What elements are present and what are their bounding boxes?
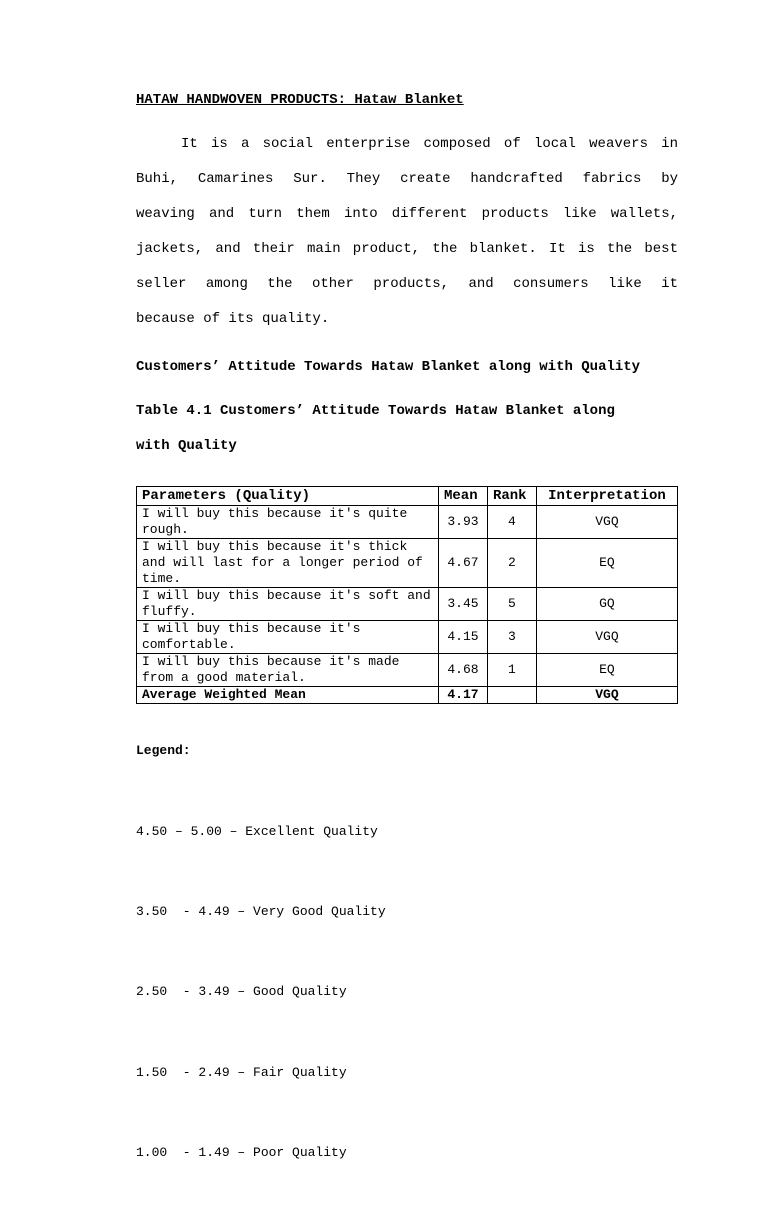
- caption-line: Table 4.1 Customers’ Attitude Towards Hataw Blanket along: [136, 403, 615, 419]
- cell-mean: 3.45: [439, 588, 488, 621]
- cell-interpretation: EQ: [536, 654, 677, 687]
- table-row: [137, 539, 678, 588]
- cell-parameter: I will buy this because it's quite rough.: [137, 506, 439, 539]
- legend-item: 2.50 - 3.49 – Good Quality: [136, 984, 347, 1000]
- table-caption: [136, 394, 678, 464]
- caption-line: with Quality: [136, 438, 237, 454]
- cell-parameter: I will buy this because it's soft and fluffy.: [137, 588, 439, 621]
- cell-interpretation: VGQ: [536, 621, 677, 654]
- cell-parameter: I will buy this because it's made from a good material.: [137, 654, 439, 687]
- average-label: Average Weighted Mean: [137, 687, 439, 704]
- cell-rank: 1: [487, 654, 536, 687]
- cell-interpretation: EQ: [536, 539, 677, 588]
- paragraph-line: because of its quality.: [136, 311, 330, 327]
- cell-interpretation: VGQ: [536, 506, 677, 539]
- legend-item: 1.50 - 2.49 – Fair Quality: [136, 1064, 347, 1080]
- cell-mean: 4.67: [439, 539, 488, 588]
- cell-parameter: I will buy this because it's thick and will last for a longer period of time.: [137, 539, 439, 588]
- cell-mean: 4.15: [439, 621, 488, 654]
- cell-rank: 4: [487, 506, 536, 539]
- quality-table: [136, 486, 678, 704]
- header-parameters: Parameters (Quality): [137, 487, 439, 506]
- intro-paragraph: [136, 127, 678, 337]
- average-mean: 4.17: [439, 687, 488, 704]
- header-rank: Rank: [487, 487, 536, 506]
- average-row: [137, 687, 678, 704]
- header-interpretation: Interpretation: [536, 487, 677, 506]
- table-row: [137, 506, 678, 539]
- legend-item: 4.50 – 5.00 – Excellent Quality: [136, 823, 378, 839]
- paragraph-line: jackets, and their main product, the blanket. It is the best: [136, 241, 678, 257]
- document-heading: HATAW HANDWOVEN PRODUCTS: Hataw Blanket: [136, 92, 464, 108]
- cell-mean: 3.93: [439, 506, 488, 539]
- paragraph-line: It is a social enterprise composed of local weavers in: [181, 136, 678, 152]
- cell-mean: 4.68: [439, 654, 488, 687]
- legend-title: Legend:: [136, 743, 191, 758]
- cell-parameter: I will buy this because it's comfortable.: [137, 621, 439, 654]
- header-mean: Mean: [439, 487, 488, 506]
- legend-item: 1.00 - 1.49 – Poor Quality: [136, 1145, 347, 1161]
- cell-interpretation: GQ: [536, 588, 677, 621]
- paragraph-line: weaving and turn them into different products like wallets,: [136, 206, 678, 222]
- table-row: [137, 621, 678, 654]
- table-row: [137, 654, 678, 687]
- cell-rank: 2: [487, 539, 536, 588]
- table-row: [137, 588, 678, 621]
- average-interpretation: VGQ: [536, 687, 677, 704]
- cell-rank: 5: [487, 588, 536, 621]
- table-header-row: [137, 487, 678, 506]
- section-subheading: Customers’ Attitude Towards Hataw Blanket along with Quality: [136, 359, 641, 375]
- legend-item: 3.50 - 4.49 – Very Good Quality: [136, 903, 386, 919]
- average-rank: [487, 687, 536, 704]
- cell-rank: 3: [487, 621, 536, 654]
- paragraph-line: Buhi, Camarines Sur. They create handcrafted fabrics by: [136, 171, 678, 187]
- legend-list: [136, 765, 386, 1221]
- paragraph-line: seller among the other products, and consumers like it: [136, 276, 678, 292]
